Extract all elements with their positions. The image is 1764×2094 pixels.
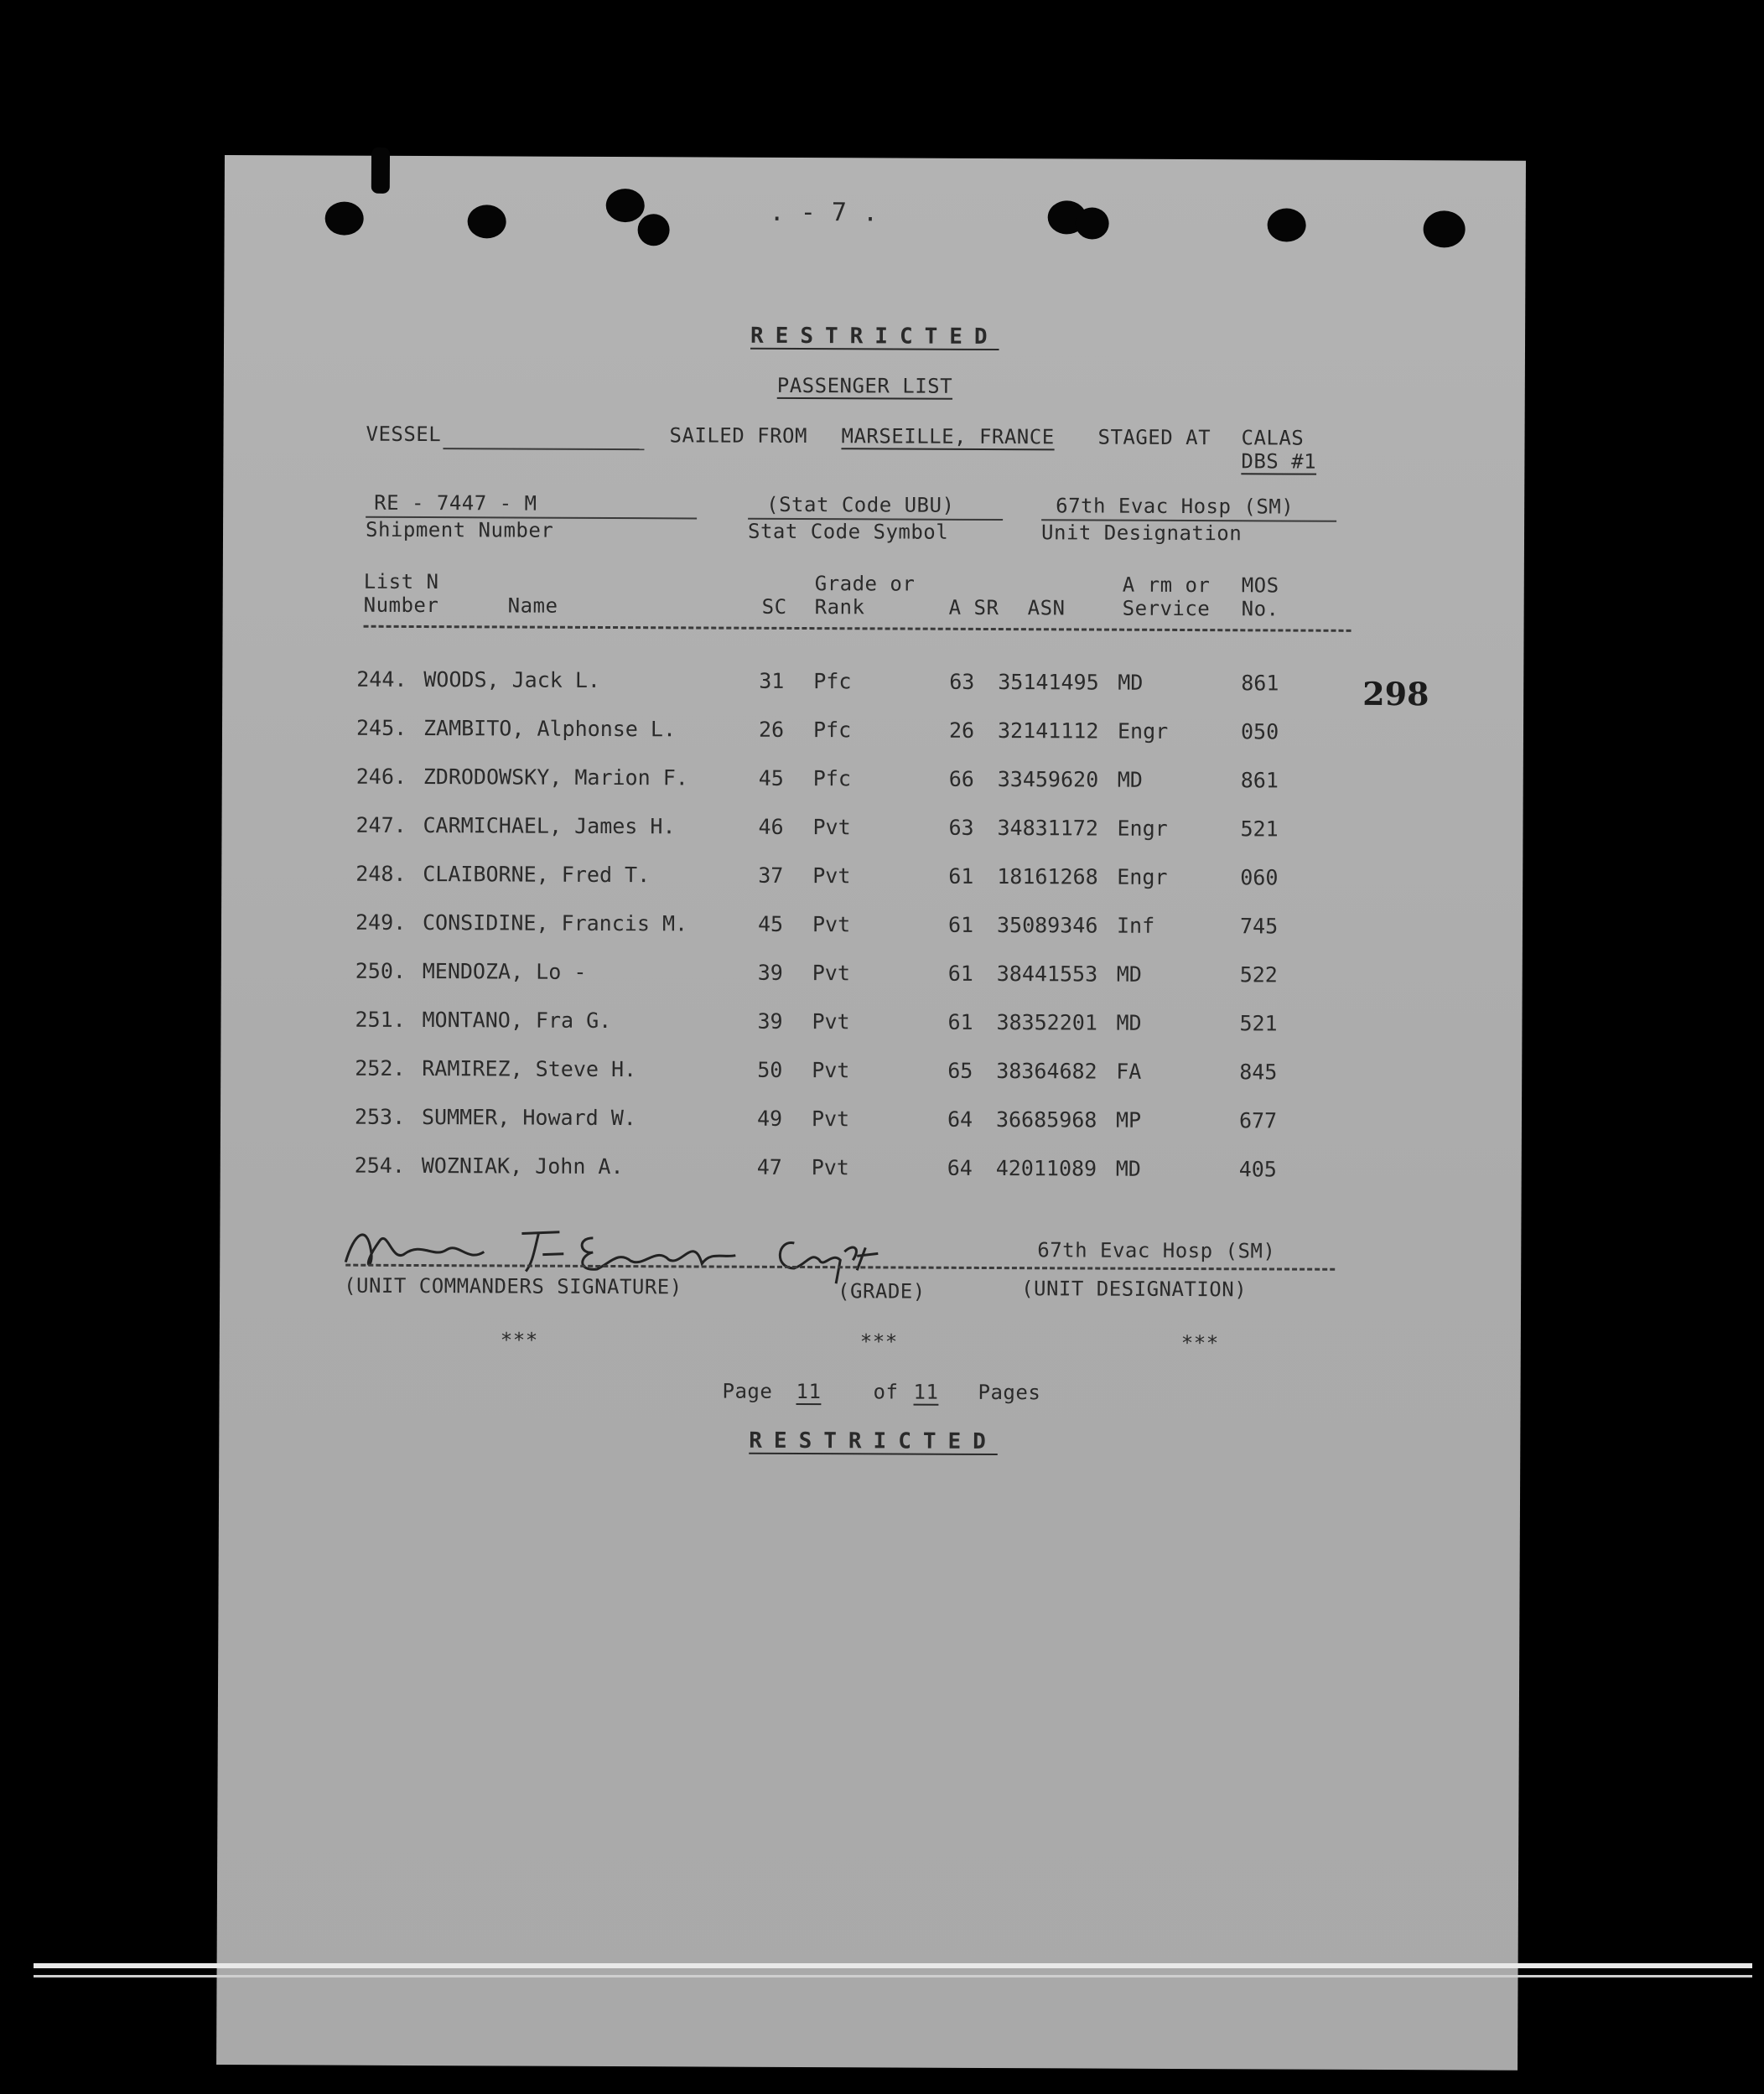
row-mos: 745 <box>1239 914 1279 939</box>
row-asr: 64 <box>947 1107 973 1132</box>
page-title: PASSENGER LIST <box>776 373 953 398</box>
punch-hole <box>1076 207 1109 239</box>
row-asn: 33459620 <box>997 767 1099 792</box>
row-mos: 050 <box>1240 719 1279 744</box>
signature-label: (UNIT COMMANDERS SIGNATURE) <box>344 1273 682 1299</box>
page-number: 11 <box>796 1379 822 1404</box>
row-asr: 61 <box>947 961 973 986</box>
stars-center: *** <box>859 1329 898 1354</box>
col-arm: A rm or <box>1122 573 1211 598</box>
row-number: 245. <box>355 715 407 740</box>
punch-hole <box>468 205 506 238</box>
row-name: WOODS, Jack L. <box>423 667 601 692</box>
row-rank: Pvt <box>812 1009 850 1034</box>
pages-word: Pages <box>978 1380 1041 1405</box>
stars-left: *** <box>500 1328 538 1352</box>
row-asn: 38441553 <box>996 961 1098 987</box>
unit-label: Unit Designation <box>1040 521 1243 546</box>
col-list-number-2: Number <box>363 593 439 618</box>
page-stamp: 298 <box>1362 674 1429 713</box>
row-number: 250. <box>355 958 407 983</box>
row-number: 249. <box>355 910 407 935</box>
row-sc: 37 <box>758 863 784 888</box>
col-asn: ASN <box>1027 596 1066 620</box>
row-asn: 18161268 <box>997 864 1098 889</box>
row-rank: Pvt <box>812 863 851 889</box>
unit-designation: 67th Evac Hosp (SM) <box>1056 494 1294 519</box>
row-sc: 50 <box>757 1057 783 1082</box>
row-asn: 34831172 <box>997 816 1098 841</box>
row-number: 247. <box>355 812 407 837</box>
row-asr: 64 <box>947 1155 973 1180</box>
scan-artifact <box>34 1975 1752 1977</box>
table-row <box>222 666 1396 705</box>
table-row <box>220 1055 1394 1094</box>
row-mos: 677 <box>1238 1108 1278 1133</box>
col-grade-2: Rank <box>814 595 865 619</box>
staged-value-2: DBS #1 <box>1241 449 1317 474</box>
row-arm: MD <box>1115 1156 1141 1181</box>
row-name: WOZNIAK, John A. <box>421 1153 624 1179</box>
row-name: MONTANO, Fra G. <box>422 1008 612 1034</box>
table-row <box>220 1007 1394 1045</box>
grade-label: (GRADE) <box>838 1279 926 1304</box>
shipment-label: Shipment Number <box>365 517 554 542</box>
col-arm-2: Service <box>1122 596 1211 621</box>
row-rank: Pvt <box>812 912 851 937</box>
document-page <box>216 155 1526 2071</box>
row-asr: 26 <box>948 718 975 743</box>
row-sc: 26 <box>758 717 785 742</box>
sailed-label: SAILED FROM <box>669 423 808 448</box>
col-list-number: List N <box>363 569 439 594</box>
table-row <box>222 715 1396 754</box>
page-total: 11 <box>913 1380 939 1404</box>
row-arm: FA <box>1116 1059 1142 1084</box>
row-asn: 36685968 <box>995 1107 1097 1133</box>
row-mos: 405 <box>1238 1157 1277 1182</box>
row-asr: 61 <box>947 912 974 937</box>
row-rank: Pvt <box>811 1107 850 1132</box>
top-mark: . - 7 . <box>769 197 879 228</box>
row-sc: 39 <box>757 960 783 985</box>
scan-artifact <box>34 1963 1752 1968</box>
row-name: SUMMER, Howard W. <box>421 1105 636 1131</box>
row-mos: 845 <box>1239 1060 1278 1085</box>
stars-right: *** <box>1180 1330 1219 1355</box>
restricted-footer: RESTRICTED <box>749 1428 998 1455</box>
row-rank: Pfc <box>812 766 851 791</box>
row-asn: 32141112 <box>997 718 1099 744</box>
row-rank: Pfc <box>812 718 852 743</box>
row-sc: 31 <box>759 668 785 693</box>
row-arm: MD <box>1117 767 1143 792</box>
row-name: RAMIREZ, Steve H. <box>422 1056 637 1082</box>
row-arm: Engr <box>1117 718 1169 744</box>
row-rank: Pvt <box>812 815 851 840</box>
sailed-value: MARSEILLE, FRANCE <box>841 424 1055 449</box>
table-row <box>221 910 1395 948</box>
staged-label: STAGED AT <box>1097 425 1211 450</box>
row-name: CONSIDINE, Francis M. <box>422 910 688 936</box>
staged-value: CALAS <box>1241 426 1305 450</box>
row-mos: 861 <box>1241 671 1279 696</box>
row-sc: 49 <box>756 1106 783 1131</box>
row-rank: Pvt <box>811 1155 849 1180</box>
row-arm: MP <box>1115 1107 1142 1133</box>
col-mos: MOS <box>1241 573 1279 598</box>
row-asn: 35089346 <box>996 913 1098 938</box>
row-arm: MD <box>1116 1010 1142 1035</box>
staple-mark <box>371 148 390 194</box>
row-number: 253. <box>354 1104 406 1129</box>
col-sc: SC <box>761 594 787 619</box>
row-number: 251. <box>355 1007 406 1032</box>
table-row <box>220 1104 1394 1143</box>
row-arm: Engr <box>1117 816 1168 841</box>
punch-hole <box>325 202 364 236</box>
unit-designation-label: (UNIT DESIGNATION) <box>1021 1277 1248 1302</box>
table-row <box>221 861 1395 899</box>
restricted-heading: RESTRICTED <box>750 323 999 350</box>
col-asr: A SR <box>948 595 999 620</box>
row-asr: 63 <box>948 815 974 840</box>
row-sc: 47 <box>756 1154 782 1179</box>
punch-hole <box>1424 210 1466 247</box>
row-mos: 861 <box>1240 768 1279 793</box>
col-mos-2: No. <box>1241 597 1279 621</box>
row-name: CARMICHAEL, James H. <box>423 813 676 839</box>
row-mos: 521 <box>1239 1011 1278 1036</box>
col-grade: Grade or <box>814 572 916 596</box>
row-name: CLAIBORNE, Fred T. <box>423 862 651 888</box>
row-sc: 45 <box>758 765 784 790</box>
header-divider <box>364 625 1352 632</box>
footer-unit: 67th Evac Hosp (SM) <box>1037 1238 1276 1263</box>
row-rank: Pvt <box>812 1058 850 1083</box>
row-asn: 35141495 <box>998 670 1099 695</box>
of-word: of <box>873 1380 899 1404</box>
page-word: Page <box>722 1379 773 1403</box>
row-sc: 39 <box>757 1008 783 1034</box>
punch-hole <box>1268 208 1306 241</box>
row-name: ZAMBITO, Alphonse L. <box>423 716 677 742</box>
row-mos: 522 <box>1239 962 1278 987</box>
vessel-blank-line <box>443 448 644 450</box>
row-asr: 65 <box>947 1058 973 1083</box>
row-arm: MD <box>1118 670 1144 695</box>
row-sc: 46 <box>758 814 784 839</box>
stat-code: (Stat Code UBU) <box>766 492 955 517</box>
punch-hole <box>606 189 645 222</box>
table-row <box>221 812 1395 851</box>
table-row <box>222 764 1396 802</box>
row-number: 254. <box>354 1153 406 1178</box>
row-sc: 45 <box>757 911 784 936</box>
col-name: Name <box>507 593 558 618</box>
row-rank: Pfc <box>813 669 852 694</box>
stat-label: Stat Code Symbol <box>747 519 949 544</box>
row-asr: 66 <box>948 766 974 791</box>
row-name: ZDRODOWSKY, Marion F. <box>423 765 688 790</box>
row-number: 248. <box>355 861 407 886</box>
row-asn: 38364682 <box>996 1059 1097 1084</box>
vessel-label: VESSEL <box>366 422 442 447</box>
row-asr: 61 <box>947 1009 973 1034</box>
row-number: 244. <box>356 666 407 692</box>
row-asr: 63 <box>949 669 975 694</box>
row-rank: Pvt <box>812 961 850 986</box>
table-row <box>220 1153 1394 1191</box>
row-number: 252. <box>355 1055 406 1081</box>
row-asn: 42011089 <box>995 1156 1097 1181</box>
row-arm: Inf <box>1116 913 1155 938</box>
shipment-number: RE - 7447 - M <box>374 490 537 516</box>
table-row <box>221 958 1395 997</box>
row-mos: 060 <box>1240 865 1279 890</box>
row-name: MENDOZA, Lo - <box>422 959 587 984</box>
punch-hole <box>638 214 670 246</box>
row-number: 246. <box>355 764 407 789</box>
row-arm: Engr <box>1117 864 1168 889</box>
row-mos: 521 <box>1240 816 1279 842</box>
row-asn: 38352201 <box>996 1010 1097 1035</box>
row-asr: 61 <box>948 863 974 889</box>
row-arm: MD <box>1116 961 1142 987</box>
